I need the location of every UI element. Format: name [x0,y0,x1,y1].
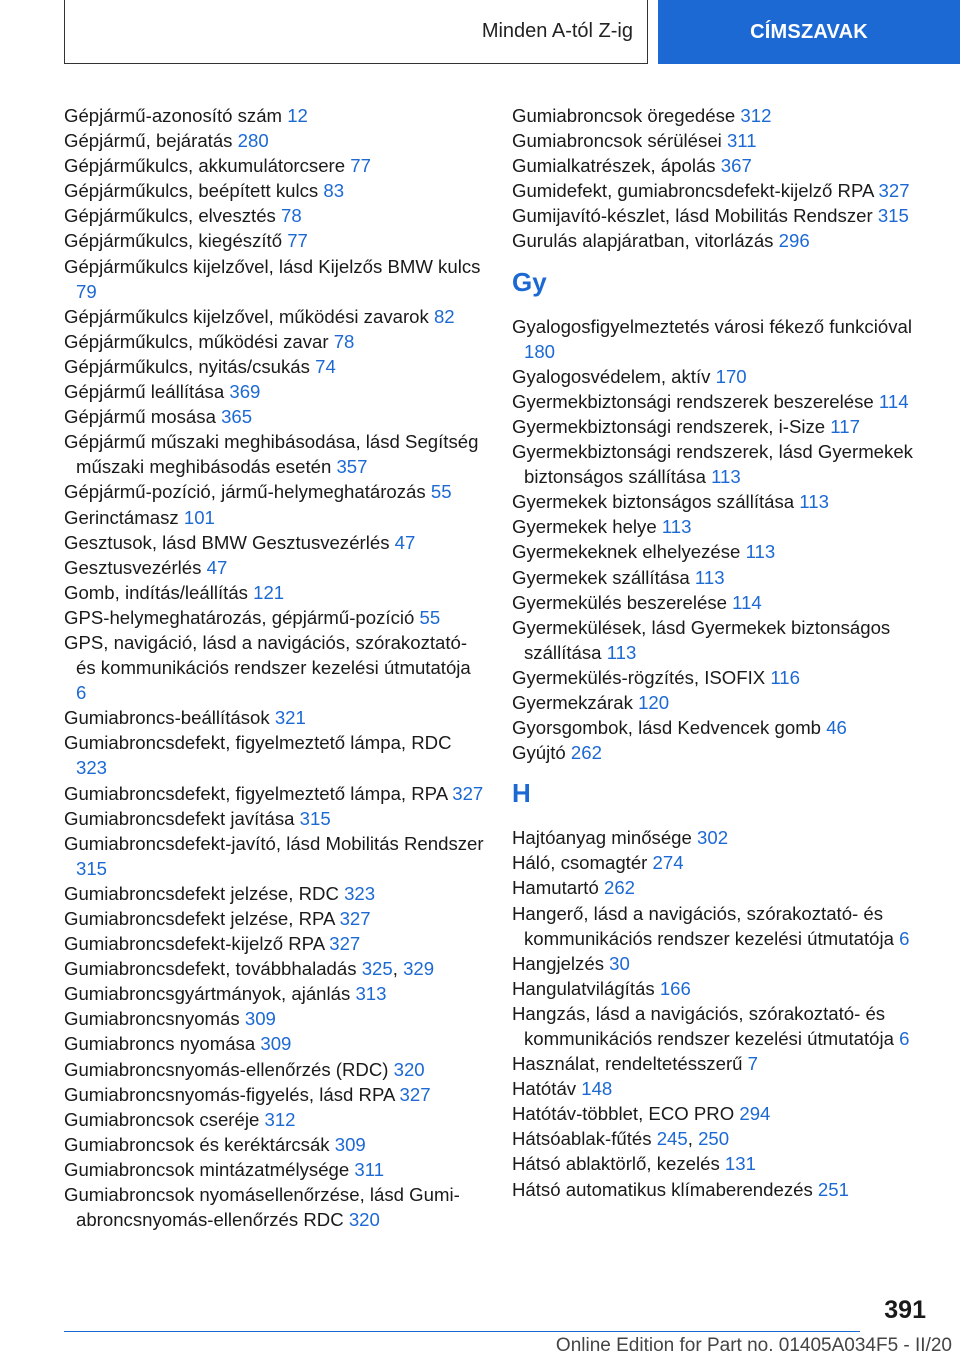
index-entry-text: Hangerő, lásd a navigációs, szórakoztató- és kommunikációs rendszer kezelési útmutatója [512,902,900,949]
header-tab-a-z[interactable] [64,0,648,64]
page-link[interactable]: 315 [76,857,108,879]
header-tab-label: Minden A-tól Z-ig [481,20,633,42]
index-entry-text: Gépjárműkulcs kijelzővel, lásd Kijelzős BMW kulcs [64,255,481,277]
index-entry [512,1151,932,1176]
page-link[interactable]: 312 [740,105,772,126]
index-entry [64,103,484,128]
index-entry [64,1057,484,1082]
index-entry [512,740,932,765]
index-entry [64,254,484,304]
index-entry [64,1082,484,1107]
index-entry-text: Gurulás alapjáratban, vitorlázás [512,230,779,252]
index-entry-text: Hangulatvilágítás [512,977,660,999]
index-entry-text: Hatótáv-többlet, ECO PRO [512,1103,740,1125]
page-link[interactable]: 369 [229,381,261,403]
index-entry-text: Hátsó ablaktörlő, kezelés [512,1153,725,1175]
page-link[interactable]: 320 [393,1058,425,1080]
index-entry [512,850,932,875]
section-heading: Gy [512,266,547,297]
index-entry-text: Gyalogosvédelem, aktív [512,365,716,387]
index-entry-text: Gyújtó [512,742,571,764]
page-link[interactable]: 113 [661,516,692,538]
page-link[interactable]: 6 [899,1028,910,1049]
index-entry [64,505,484,530]
index-entry-text: Gumiabroncsok mintázatmélysége [64,1158,355,1180]
index-entry-text: Gyermekek helye [512,516,662,538]
index-entry [64,705,484,730]
page-link[interactable]: 47 [206,556,228,578]
index-entry-text: Hatótáv [512,1078,582,1100]
index-entry-text: Gumiabroncsgyártmányok, ajánlás [64,983,356,1005]
page-link[interactable]: 250 [698,1128,730,1150]
index-entry [512,103,932,128]
page-link[interactable]: 148 [581,1078,613,1100]
index-entry-text: Gépjárműkulcs, elvesztés [64,205,282,227]
page-link[interactable]: 166 [659,977,691,999]
page-link[interactable]: 170 [715,365,747,387]
index-entry [512,825,932,850]
index-entry [512,1101,932,1126]
page-link[interactable]: 309 [244,1008,276,1030]
index-entry [512,178,932,203]
index-entry-text: Gyermekek szállítása [512,566,695,588]
header-tab-keywords[interactable] [658,0,960,64]
index-entry [64,178,484,203]
index-entry-text: Gépjármű műszaki meghibásodása, lásd Segítség műszaki meghibásodás esetén [64,431,479,478]
index-entry-text: Gépjármű mosása [64,406,222,428]
index-entry-text: Gumiabroncsdefekt, továbbhaladás [64,958,362,980]
page-link[interactable]: 77 [350,155,371,177]
index-entry [64,329,484,354]
page-link[interactable]: 321 [274,707,306,729]
page-link[interactable]: 7 [747,1053,758,1075]
index-entry [64,379,484,404]
index-entry-text: GPS-helymeghatározás, gépjármű-pozíció [64,606,420,628]
header-active-label: CÍMSZAVAK [750,20,868,43]
page-link[interactable]: 12 [287,105,308,126]
index-entry [64,580,484,605]
index-entry [64,781,484,806]
page-link[interactable]: 315 [877,205,909,227]
index-entry-text: Gépjárműkulcs, beépített kulcs [64,180,324,202]
page-link[interactable]: 327 [329,933,361,955]
index-entry-text: Gumiabroncsok sérülései [512,130,727,152]
index-entry-text: Háló, csomagtér [512,852,653,874]
index-entry [64,806,484,831]
index-entry-text: Gépjármű, bejáratás [64,130,238,152]
index-entry [512,489,932,514]
index-entry-text: Hangzás, lásd a navigációs, szórakoztató- és kommunikációs rendszer kezelési útmutatója [512,1002,900,1049]
index-entry [64,1006,484,1031]
footer-text: Online Edition for Part no. 01405A034F5 - II/20 [555,1335,952,1356]
index-entry [64,128,484,153]
index-entry [64,429,484,479]
index-entry-text: Gumiabroncsok cseréje [64,1108,265,1130]
page-link[interactable]: 313 [355,983,387,1005]
page-link[interactable]: 101 [183,506,215,528]
page-link[interactable]: 320 [348,1209,380,1231]
page-link[interactable]: 327 [452,782,484,804]
page-link[interactable]: 367 [720,155,752,177]
index-entry [64,1157,484,1182]
index-entry-text: Használat, rendeltetésszerű [512,1053,748,1075]
index-entry-text: Gépjármű-pozíció, jármű-helymeghatározás [64,481,431,503]
index-entry-text: Gumiabroncsdefekt jelzése, RDC [64,882,345,904]
page-link[interactable]: 121 [253,581,285,603]
page-link[interactable]: 280 [237,130,269,152]
page-link[interactable]: 311 [354,1158,385,1180]
index-entry-text: Gumiabroncs-beállítások [64,707,275,729]
index-entry-text: Gépjárműkulcs kijelzővel, működési zavarok [64,305,434,327]
page-link[interactable]: 120 [638,691,670,713]
index-entry-text: Gépjármű-azonosító szám [64,105,288,126]
index-entry [512,1076,932,1101]
index-entry [64,730,484,780]
page-link[interactable]: 365 [221,406,253,428]
page-link[interactable]: 113 [799,491,829,513]
index-entry [512,1001,932,1051]
index-entry [64,1132,484,1157]
index-entry-text: Gépjárműkulcs, működési zavar [64,330,334,352]
index-column-right [512,103,932,1202]
index-entry [512,565,932,590]
index-entry [64,881,484,906]
page-link[interactable]: 315 [299,807,331,829]
page-link[interactable]: 78 [333,330,355,352]
page-link[interactable]: 46 [826,717,847,739]
page-link[interactable]: 245 [656,1128,688,1150]
page-link[interactable]: 262 [570,742,602,764]
index-entry-text: Gumiabroncsdefekt, figyelmeztető lámpa, RDC [64,732,452,754]
index-entry [512,228,932,253]
index-entry-text: Gumiabroncsok és keréktárcsák [64,1133,335,1155]
index-entry [64,354,484,379]
index-entry-text: Gumiabroncsdefekt javítása [64,807,300,829]
index-entry [64,153,484,178]
page-link[interactable]: 117 [830,415,860,437]
page-link[interactable]: 114 [878,390,909,412]
index-entry-text: Hátsóablak-fűtés [512,1128,657,1150]
index-entry [64,931,484,956]
index-entry-text: Gumiabroncsnyomás [64,1008,245,1030]
page-link[interactable]: 74 [315,355,336,377]
index-entry [64,906,484,931]
index-entry-text: Gumiabroncsok öregedése [512,105,741,126]
index-entry [512,875,932,900]
index-entry [64,404,484,429]
page-link[interactable]: 329 [403,958,435,980]
index-entry-text: Gumiabroncsdefekt-kijelző RPA [64,933,330,955]
page-link[interactable]: 116 [770,666,800,688]
index-entry [64,1107,484,1132]
index-entry [512,976,932,1001]
page-link[interactable]: 323 [76,757,108,779]
index-entry-text: Gyorsgombok, lásd Kedvencek gomb [512,717,827,739]
page-link[interactable]: 327 [399,1083,431,1105]
index-entry [512,901,932,951]
index-entry-text: Gyermekbiztonsági rendszerek beszerelése [512,390,879,412]
page-link[interactable]: 113 [745,541,776,563]
index-entry-text: Gyermekülés beszerelése [512,591,733,613]
index-entry [512,514,932,539]
index-entry-text: Hamutartó [512,877,604,899]
page-link[interactable]: 274 [652,852,684,874]
index-entry-text: Hajtóanyag minősége [512,827,698,849]
page-link[interactable]: 55 [419,606,441,628]
index-entry: Gumiabroncsdefekt, továbbhaladás 325, 329 [64,958,435,980]
index-entry [512,690,932,715]
page-link[interactable]: 77 [287,230,308,252]
index-entry [512,1177,932,1202]
index-entry [64,530,484,555]
page-link[interactable]: 302 [697,827,729,849]
page-link[interactable]: 311 [726,130,757,152]
page-link[interactable]: 325 [361,958,393,980]
page-link[interactable]: 55 [430,481,452,503]
index-entry [512,439,932,489]
page-link[interactable]: 47 [394,531,416,553]
page-link[interactable]: 294 [739,1103,771,1125]
index-entry [512,153,932,178]
index-entry-text: Gyermekbiztonsági rendszerek, i-Size [512,415,831,437]
index-entry [512,665,932,690]
index-entry: Hátsóablak-fűtés 245, 250 [512,1128,730,1150]
index-entry [64,1031,484,1056]
index-entry-text: Gépjárműkulcs, kiegészítő [64,230,288,252]
index-entry [64,479,484,504]
page-link[interactable]: 357 [336,456,368,478]
index-entry [512,1051,932,1076]
index-entry-text: Hátsó automatikus klímaberendezés [512,1178,818,1200]
index-entry [512,364,932,389]
index-entry-text: Gomb, indítás/leállítás [64,581,254,603]
page-link[interactable]: 79 [76,280,97,302]
index-entry-text: Gumiabroncsok nyomásellenőrzése, lásd Gumiabroncsnyomás-ellenőrzés RDC [64,1184,460,1231]
index-entry [512,590,932,615]
index-entry-text: Gépjárműkulcs, nyitás/csukás [64,355,316,377]
index-entry-text: Gumiabroncsnyomás-figyelés, lásd RPA [64,1083,400,1105]
index-entry [512,539,932,564]
index-entry [512,389,932,414]
index-entry-text: Gyermekeknek elhelyezése [512,541,746,563]
index-entry-text: Gesztusok, lásd BMW Gesztusvezérlés [64,531,395,553]
index-entry-text: Gumialkatrészek, ápolás [512,155,721,177]
index-entry-text: Gyermekek biztonságos szállítása [512,491,800,513]
index-entry-text: Gumidefekt, gumiabroncsdefekt-kijelző RPA [512,180,879,202]
page-link[interactable]: 82 [433,305,455,327]
index-entry [64,630,484,705]
index-entry-text: Gumiabroncsdefekt jelzése, RPA [64,908,340,929]
index-entry [512,715,932,740]
page-link[interactable]: 309 [260,1033,292,1055]
page-link[interactable]: 30 [609,952,630,974]
index-entry [512,951,932,976]
index-entry-text: Gyalogosfigyelmeztetés városi fékező funkcióval [512,315,912,337]
page-link[interactable]: 114 [732,591,762,613]
index-entry [512,414,932,439]
index-entry-text: Gumiabroncsdefekt, figyelmeztető lámpa, RPA [64,782,453,804]
page-link[interactable]: 180 [524,340,556,362]
page-link[interactable]: 323 [344,882,376,904]
index-entry [64,981,484,1006]
index-entry-text: Gumijavító-készlet, lásd Mobilitás Rendszer [512,205,878,227]
index-entry-text: Gesztusvezérlés [64,556,207,578]
index-entry [64,831,484,881]
index-entry [64,304,484,329]
page-link[interactable]: 83 [323,180,345,202]
page-number: 391 [884,1296,926,1324]
page-link[interactable]: 327 [339,908,371,929]
index-entry-text: Gerinctámasz [64,506,184,528]
page-link[interactable]: 327 [878,180,910,202]
index-entry [512,203,932,228]
page-link[interactable]: 113 [606,641,637,663]
page-link[interactable]: 312 [264,1108,296,1130]
page-link[interactable]: 251 [817,1178,849,1200]
page-link[interactable]: 296 [778,230,810,252]
index-entry [64,555,484,580]
index-entry-text: Gumiabroncs nyomása [64,1033,261,1055]
index-entry [64,605,484,630]
page-link[interactable]: 6 [76,682,87,704]
index-entry-text: Gépjármű leállítása [64,381,230,403]
index-entry-text: Gyermekzárak [512,691,639,713]
index-entry-text: Gépjárműkulcs, akkumulátorcsere [64,155,351,177]
index-entry [64,228,484,253]
index-entry-text: Gyermekülések, lásd Gyermekek biztonságos szállítása [512,616,891,663]
page-link[interactable]: 6 [899,927,910,949]
index-entry [512,314,932,364]
section-heading: H [512,778,531,809]
footer-divider [64,1331,860,1332]
page-link[interactable]: 262 [603,877,636,899]
index-entry [64,1182,484,1232]
index-entry-text: Gyermekbiztonsági rendszerek, lásd Gyermekek biztonságos szállítása [512,441,913,488]
index-entry-text: Hangjelzés [512,952,610,974]
index-entry [512,615,932,665]
page-link[interactable]: 309 [334,1133,366,1155]
index-entry-text: GPS, navigáció, lásd a navigációs, szórakoztató- és kommunikációs rendszer kezelési útmutatója [64,631,471,679]
page-link[interactable]: 131 [724,1153,756,1175]
index-entry [512,128,932,153]
page-link[interactable]: 113 [694,566,725,588]
page-link[interactable]: 113 [711,466,741,488]
index-entry [64,203,484,228]
index-entry-text: Gyermekülés-rögzítés, ISOFIX [512,666,771,688]
index-entry-text: Gumiabroncsnyomás-ellenőrzés (RDC) [64,1058,394,1080]
index-column-left [64,103,484,1232]
page-link[interactable]: 78 [281,205,302,227]
index-entry-text: Gumiabroncsdefekt-javító, lásd Mobilitás Rendszer [64,832,484,854]
